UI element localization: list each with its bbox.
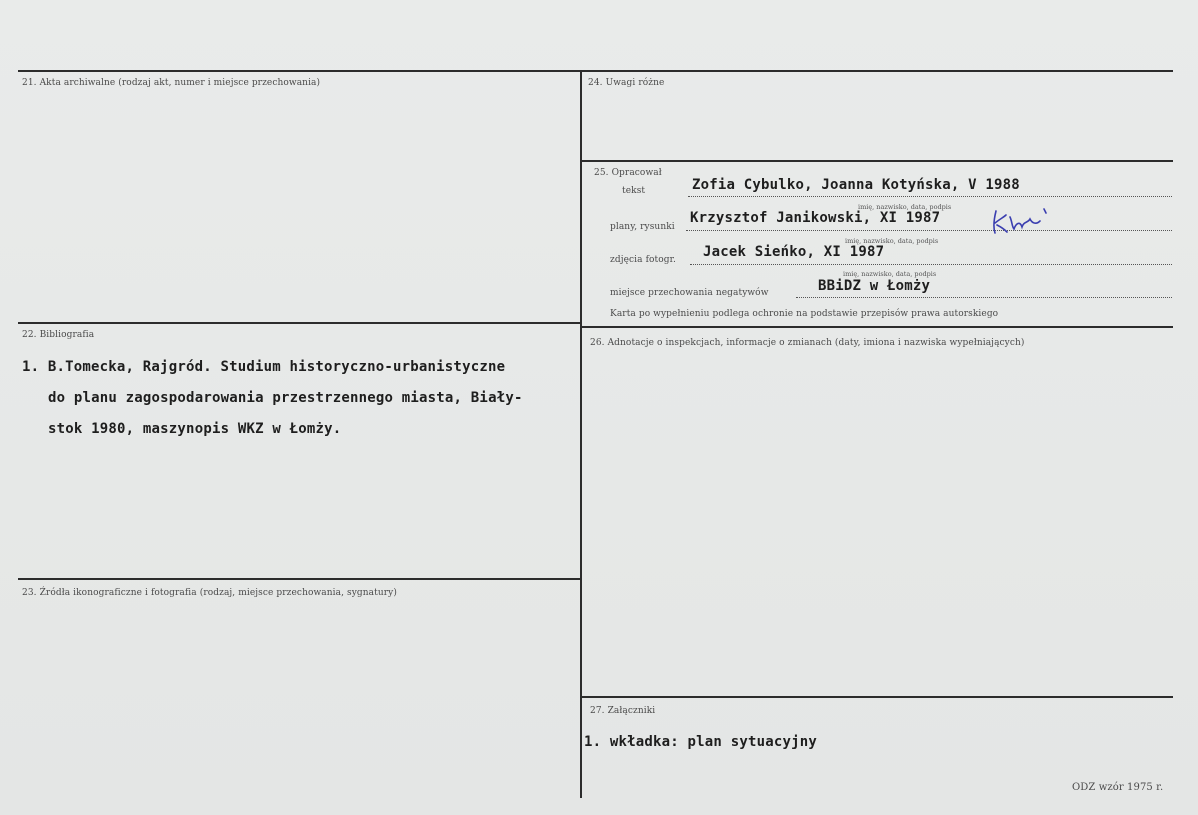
miejsce-label: miejsce przechowania negatywów: [610, 288, 769, 298]
form-id-footer: ODZ wzór 1975 r.: [1072, 782, 1164, 793]
rule-25-26: [582, 326, 1173, 328]
zdjecia-value: Jacek Sieńko, XI 1987: [703, 244, 885, 260]
bibliography-line-3: stok 1980, maszynopis WKZ w Łomży.: [48, 421, 342, 437]
zdjecia-label: zdjęcia fotogr.: [610, 255, 676, 265]
tekst-value: Zofia Cybulko, Joanna Kotyńska, V 1988: [692, 177, 1020, 193]
plany-label: plany, rysunki: [610, 222, 675, 232]
rule-24-25: [582, 160, 1173, 162]
copyright-note: Karta po wypełnieniu podlega ochronie na podstawie przepisów prawa autorskiego: [610, 309, 999, 319]
zdjecia-hint: imię, nazwisko, data, podpis: [843, 270, 937, 278]
plany-dotted-line: [686, 230, 1172, 231]
section-25-label: 25. Opracował: [594, 168, 662, 178]
section-24-label: 24. Uwagi różne: [588, 78, 665, 88]
plany-hint: imię, nazwisko, data, podpis: [845, 237, 939, 245]
rule-21-22: [18, 322, 580, 324]
tekst-label: tekst: [622, 186, 646, 196]
top-rule: [18, 70, 1173, 72]
section-22-label: 22. Bibliografia: [22, 330, 95, 340]
rule-26-27: [582, 696, 1173, 698]
attachment-line-1: 1. wkładka: plan sytuacyjny: [584, 734, 817, 750]
tekst-hint: imię, nazwisko, data, podpis: [858, 203, 952, 211]
plany-value: Krzysztof Janikowski, XI 1987: [690, 210, 941, 226]
section-27-label: 27. Załączniki: [590, 706, 656, 716]
tekst-dotted-line: [688, 196, 1172, 197]
miejsce-value: BBiDZ w Łomży: [818, 278, 931, 294]
section-26-label: 26. Adnotacje o inspekcjach, informacje o zmianach (daty, imiona i nazwiska wypełniających): [590, 338, 1025, 348]
section-23-label: 23. Źródła ikonograficzne i fotografia (rodzaj, miejsce przechowania, sygnatury): [22, 588, 397, 598]
signature-icon: [990, 205, 1050, 237]
bibliography-line-1: 1. B.Tomecka, Rajgród. Studium historyczno-urbanistyczne: [22, 359, 506, 375]
center-divider: [580, 70, 582, 798]
section-21-label: 21. Akta archiwalne (rodzaj akt, numer i miejsce przechowania): [22, 78, 321, 88]
rule-22-23: [18, 578, 580, 580]
zdjecia-dotted-line: [690, 264, 1172, 265]
bibliography-line-2: do planu zagospodarowania przestrzennego miasta, Biały-: [48, 390, 523, 406]
miejsce-dotted-line: [796, 297, 1172, 298]
